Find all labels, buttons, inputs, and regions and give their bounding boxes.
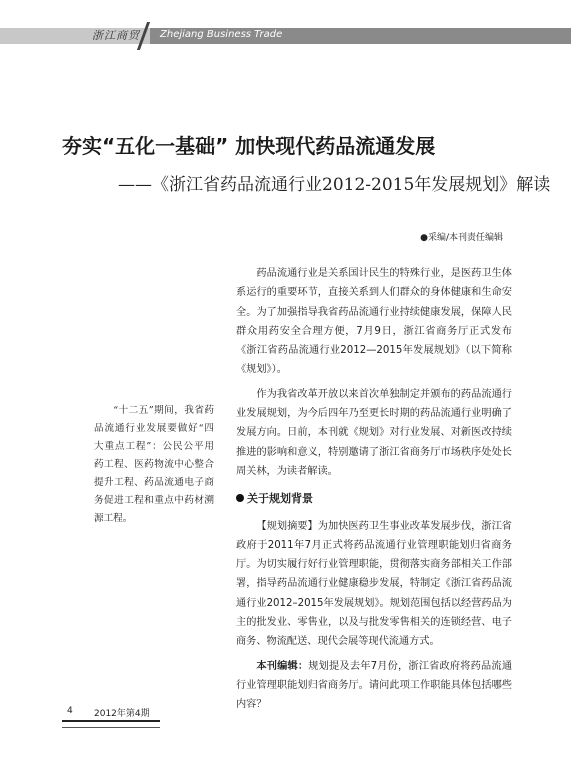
body-paragraph: 【规划摘要】为加快医药卫生事业改革发展步伐，浙江省政府于2011年7月正式将药品流通行业管理职能划归省商务厅。为切实履行好行业管理职能，贯彻落实商务部相关工作部署，指导药品流通行业健康稳步发展，特制定《浙江省药品流通行业2012–2015年发展规划》。规划范围包括以经营药品为主的批发业、零售业，以及与批发零售相关的连锁经营、电子商务、物流配送、现代会展等现代流通方式。 bbox=[236, 520, 512, 648]
article-subtitle: ——《浙江省药品流通行业2012-2015年发展规划》解读 bbox=[118, 175, 551, 195]
footer-rule bbox=[62, 720, 160, 722]
magazine-name-en: Zhejiang Business Trade bbox=[160, 29, 283, 40]
section-heading-text: 关于规划背景 bbox=[247, 492, 313, 506]
byline: ●采编/本刊责任编辑 bbox=[420, 233, 503, 243]
page-number: 4 bbox=[67, 706, 73, 716]
body-paragraph bbox=[236, 657, 512, 715]
article-title: 夯实“五化一基础” 加快现代药品流通发展 bbox=[62, 134, 436, 158]
bullet-icon bbox=[236, 494, 244, 502]
pull-quote-text: “十二五”期间，我省药品流通行业发展要做好“四大重点工程”：公民公平用药工程、医药物流中心整合提升工程、药品流通电子商务促进工程和重点中药材溯源工程。 bbox=[94, 405, 214, 524]
editor-label: 本刊编辑： bbox=[256, 660, 309, 672]
body-paragraph: 药品流通行业是关系国计民生的特殊行业，是医药卫生体系运行的重要环节，直接关系到人们群众的身体健康和生命安全。为了加强指导我省药品流通行业持续健康发展，保障人民群众用药安全合理方便，7月9日，浙江省商务厅正式发布《浙江省药品流通行业2012—2015年发展规划》（以下简称《规划》）。 bbox=[236, 268, 512, 376]
pull-quote-sidebar bbox=[94, 402, 214, 528]
section-heading bbox=[236, 489, 512, 508]
footer-rule-thin bbox=[62, 727, 160, 728]
article-body bbox=[236, 264, 512, 715]
issue-label: 2012年第4期 bbox=[94, 709, 150, 719]
editor-question: 规划提及去年7月份，浙江省政府将药品流通行业管理职能划归省商务厅。请问此项工作职能具体包括哪些内容？ bbox=[236, 660, 513, 711]
body-paragraph: 作为我省改革开放以来首次单独制定并颁布的药品流通行业发展规划，为今后四年乃至更长时期的药品流通行业明确了发展方向。日前，本刊就《规划》对行业发展、对新医改持续推进的影响和意义，特别邀请了浙江省商务厅市场秩序处处长周关林，为读者解读。 bbox=[236, 388, 512, 477]
magazine-name-cn: 浙江商贸 bbox=[92, 29, 140, 42]
